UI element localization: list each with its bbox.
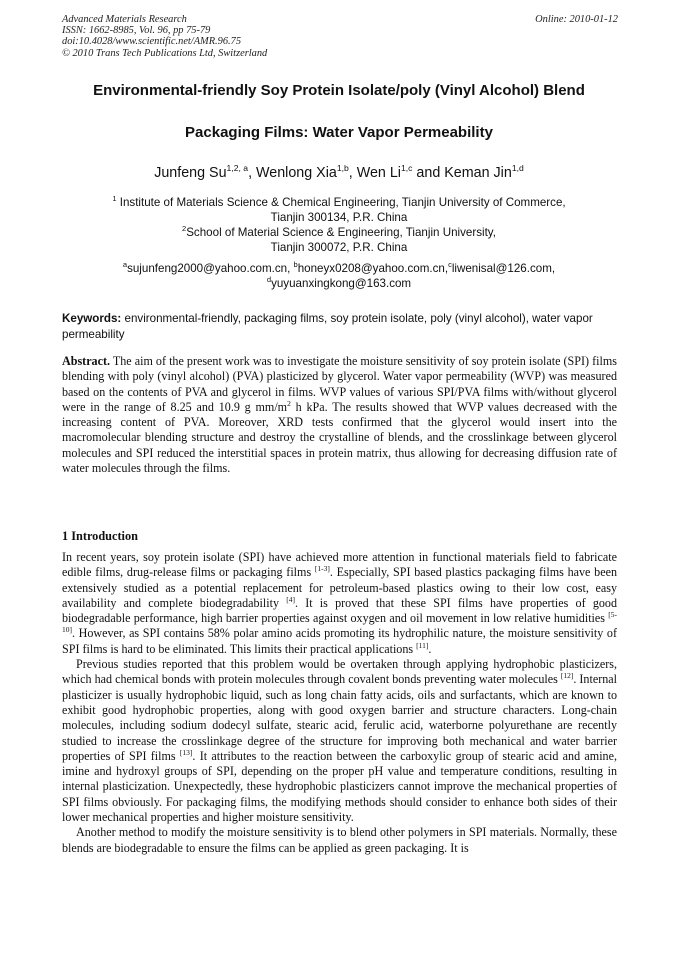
journal-header <box>62 14 618 59</box>
email-link[interactable]: sujunfeng2000@yahoo.com.cn, <box>127 262 294 275</box>
paragraph-text: . However, as SPI contains 58% polar amino acids promoting its hydrophilic nature, the moisture sensitivity of SPI films is hard to be eliminated. This limits their practical applications <box>62 626 617 656</box>
intro-paragraph-2 <box>62 657 617 825</box>
abstract-label: Abstract. <box>62 354 111 368</box>
abstract-superscript: 2 <box>287 398 291 408</box>
email-link[interactable]: honeyx0208@yahoo.com.cn, <box>297 262 449 275</box>
citation[interactable]: [4] <box>286 594 295 604</box>
paragraph-text: In recent years, soy protein isolate (SPI) have achieved more attention in functional materials field to fabricate edible films, drug-release films or packaging films <box>62 550 617 580</box>
online-date: Online: 2010-01-12 <box>535 14 618 25</box>
intro-paragraph-1 <box>62 550 617 657</box>
author-affiliation-mark: 1,2, a <box>226 163 249 173</box>
citation[interactable]: [13] <box>179 747 193 757</box>
paper-title-line-2: Packaging Films: Water Vapor Permeability <box>185 124 493 141</box>
abstract-text: The aim of the present work was to investigate the moisture sensitivity of soy protein isolate (SPI) films blending with poly (vinyl alcohol) (PVA) plasticized by glycerol. Water vapor permeability (WVP) was measured based on the contents of PVA and glycerol in films. WVP values of various SPI/PVA films with/without glycerol were in the range of 8.25 and 10.9 g mm/m <box>62 354 617 414</box>
email-link[interactable]: yuyuanxingkong@163.com <box>271 277 412 290</box>
paper-title-line-1: Environmental-friendly Soy Protein Isolate/poly (Vinyl Alcohol) Blend <box>93 82 585 99</box>
affiliation-mark: 1 <box>112 194 117 203</box>
intro-paragraph-3: Another method to modify the moisture sensitivity is to blend other polymers in SPI materials. Normally, these blends are biodegradable to ensure the films can be applied as green packaging. It is <box>62 825 617 855</box>
abstract-text: h kPa. The results showed that WVP values decreased with the increasing content of PVA. Moreover, XRD tests confirmed that the glycerol would insert into the macromolecular blending structure and destroy the crystalline of blends, and the crosslinkage between glycerol molecules and SPI reduced the interstitial spaces in protein matrix, thus allowing for decreasing diffusion rate of water molecules through the films. <box>62 399 617 476</box>
author-affiliation-mark: 1,c <box>400 163 413 173</box>
journal-doi: doi:10.4028/www.scientific.net/AMR.96.75 <box>62 36 242 48</box>
affiliation-text: School of Material Science & Engineering, Tianjin University, <box>186 226 496 239</box>
author-separator: and <box>412 165 445 181</box>
citation[interactable]: [11] <box>416 640 429 650</box>
affiliation-1 <box>60 195 618 225</box>
keywords-label: Keywords: <box>62 312 122 325</box>
citation[interactable]: [5-10] <box>62 610 617 635</box>
author-name: Wen Li <box>356 165 401 181</box>
author-name: Junfeng Su <box>154 165 227 181</box>
affiliation-mark: 2 <box>182 224 187 233</box>
paragraph-text: Previous studies reported that this problem would be overtaken through applying hydrophobic plasticizers, which had chemical bonds with protein molecules through covalent bonds preventing water molecules <box>62 657 617 687</box>
email-link[interactable]: liwenisal@126.com, <box>451 262 556 275</box>
paragraph-text: . Internal plasticizer is usually hydrophobic liquid, such as long chain fatty acids, oils and surfactants, which are known to exhibit good hydrophobic properties, along with good oxygen barrier and structure characters. Long-chain molecules, including sodium dodecyl sulfate, stearic acid, ferulic acid, waterborne polyurethane are recently studied to increase the crosslinkage degree of the structure for improving both mechanical and water barrier properties of SPI films <box>62 672 618 763</box>
email-mark: d <box>266 275 272 284</box>
author-affiliation-mark: 1,d <box>511 163 524 173</box>
abstract <box>62 354 617 476</box>
journal-name: Advanced Materials Research <box>62 14 187 25</box>
email-mark: a <box>122 260 128 269</box>
affiliation-text: Institute of Materials Science & Chemical Engineering, Tianjin University of Commerce, <box>116 196 566 209</box>
section-heading: 1 Introduction <box>62 529 138 543</box>
citation[interactable]: [1-3] <box>314 564 330 574</box>
email-mark: c <box>448 260 452 269</box>
author-emails <box>60 261 618 291</box>
paragraph-text: . It attributes to the reaction between the carboxylic group of stearic acid and amine, imine and hydroxyl groups of SPI, depending on the proper pH value and temperature conditions, resulting in internal plasticization. Unexpectedly, these hydrophobic plasticizers cannot improve the mechanical properties of SPI films obviously. For packaging films, the modifying methods should consider to enhance both sides of their lower mechanical properties and higher moisture sensitivity. <box>62 748 617 825</box>
paragraph-text: . Especially, SPI based plastics packaging films have been extensively studied as a potential replacement for petroleum-based plastics owing to their low cost, easy availability and complete biodegradability <box>62 565 617 610</box>
author-name: Wenlong Xia <box>256 165 337 181</box>
author-name: Keman Jin <box>444 165 512 181</box>
email-mark: b <box>293 260 298 269</box>
journal-copyright: © 2010 Trans Tech Publications Ltd, Switzerland <box>62 47 268 59</box>
paragraph-text: . It is proved that these SPI films have properties of good biodegradable performance, high barrier properties against oxygen and oil movement in low relative humidities <box>62 595 618 626</box>
introduction-body <box>62 550 617 856</box>
citation[interactable]: [12] <box>560 671 574 681</box>
journal-issn: ISSN: 1662-8985, Vol. 96, pp 75-79 <box>62 25 211 37</box>
author-list <box>40 164 638 182</box>
author-separator: , <box>348 165 357 181</box>
affiliation-address: Tianjin 300134, P.R. China <box>270 211 408 224</box>
affiliation-2 <box>60 225 618 255</box>
keywords <box>62 311 617 342</box>
affiliation-address: Tianjin 300072, P.R. China <box>270 241 408 254</box>
paragraph-text: . <box>428 641 432 656</box>
keywords-text: environmental-friendly, packaging films, soy protein isolate, poly (vinyl alcohol), water vapor permeability <box>62 312 593 341</box>
author-affiliation-mark: 1,b <box>336 163 349 173</box>
author-separator: , <box>248 165 257 181</box>
